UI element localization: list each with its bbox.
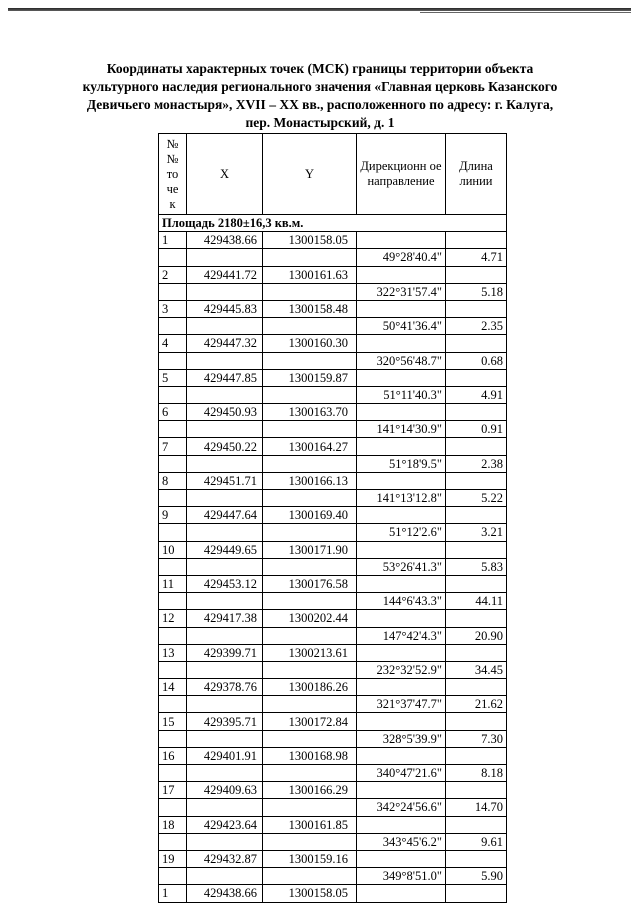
table-row xyxy=(159,266,507,283)
empty-cell xyxy=(159,730,187,747)
table-row xyxy=(159,713,507,730)
empty-cell xyxy=(357,335,446,352)
point-y: 1300158.05 xyxy=(263,232,357,249)
direction-value: 51°12'2.6" xyxy=(357,524,446,541)
point-number: 8 xyxy=(159,472,187,489)
empty-cell xyxy=(159,386,187,403)
direction-value: 53°26'41.3" xyxy=(357,558,446,575)
length-value: 20.90 xyxy=(446,627,507,644)
point-x: 429438.66 xyxy=(187,885,263,902)
point-y: 1300171.90 xyxy=(263,541,357,558)
empty-cell xyxy=(187,421,263,438)
empty-cell xyxy=(263,421,357,438)
header-direction-text: Дирекционн ое направление xyxy=(360,159,442,188)
area-cell: Площадь 2180±16,3 кв.м. xyxy=(159,215,507,232)
empty-cell xyxy=(446,507,507,524)
empty-cell xyxy=(446,300,507,317)
direction-value: 51°18'9.5" xyxy=(357,455,446,472)
table-row xyxy=(159,799,507,816)
empty-cell xyxy=(446,335,507,352)
point-y: 1300169.40 xyxy=(263,507,357,524)
direction-value: 349°8'51.0" xyxy=(357,868,446,885)
empty-cell xyxy=(263,490,357,507)
empty-cell xyxy=(446,816,507,833)
table-row xyxy=(159,661,507,678)
table-row xyxy=(159,850,507,867)
empty-cell xyxy=(187,833,263,850)
empty-cell xyxy=(357,300,446,317)
direction-value: 147°42'4.3" xyxy=(357,627,446,644)
table-row xyxy=(159,610,507,627)
direction-value: 144°6'43.3" xyxy=(357,593,446,610)
empty-cell xyxy=(187,558,263,575)
table-row xyxy=(159,300,507,317)
point-y: 1300164.27 xyxy=(263,438,357,455)
empty-cell xyxy=(357,747,446,764)
empty-cell xyxy=(446,747,507,764)
empty-cell xyxy=(159,833,187,850)
point-x: 429453.12 xyxy=(187,575,263,592)
length-value: 2.35 xyxy=(446,318,507,335)
point-y: 1300158.48 xyxy=(263,300,357,317)
empty-cell xyxy=(263,283,357,300)
empty-cell xyxy=(263,696,357,713)
empty-cell xyxy=(263,765,357,782)
point-number: 6 xyxy=(159,404,187,421)
point-x: 429401.91 xyxy=(187,747,263,764)
table-row xyxy=(159,747,507,764)
empty-cell xyxy=(263,730,357,747)
point-number: 3 xyxy=(159,300,187,317)
empty-cell xyxy=(357,885,446,902)
point-y: 1300159.16 xyxy=(263,850,357,867)
empty-cell xyxy=(159,455,187,472)
empty-cell xyxy=(357,438,446,455)
direction-value: 232°32'52.9" xyxy=(357,661,446,678)
table-row xyxy=(159,386,507,403)
empty-cell xyxy=(357,232,446,249)
point-x: 429395.71 xyxy=(187,713,263,730)
point-number: 17 xyxy=(159,782,187,799)
empty-cell xyxy=(187,524,263,541)
empty-cell xyxy=(187,765,263,782)
empty-cell xyxy=(357,850,446,867)
empty-cell xyxy=(159,490,187,507)
direction-value: 342°24'56.6" xyxy=(357,799,446,816)
title-line: Девичьего монастыря», XVII – XX вв., расположенного по адресу: г. Калуга, xyxy=(86,97,554,112)
empty-cell xyxy=(263,386,357,403)
empty-cell xyxy=(187,868,263,885)
point-y: 1300186.26 xyxy=(263,679,357,696)
empty-cell xyxy=(446,644,507,661)
table-row xyxy=(159,885,507,902)
empty-cell xyxy=(446,232,507,249)
table-row xyxy=(159,782,507,799)
table-row xyxy=(159,283,507,300)
length-value: 3.21 xyxy=(446,524,507,541)
empty-cell xyxy=(446,438,507,455)
length-value: 5.22 xyxy=(446,490,507,507)
table-header-row xyxy=(159,134,507,215)
table-row xyxy=(159,232,507,249)
table-row xyxy=(159,627,507,644)
empty-cell xyxy=(263,627,357,644)
header-x: X xyxy=(187,134,263,215)
point-number: 13 xyxy=(159,644,187,661)
table-row xyxy=(159,696,507,713)
point-x: 429399.71 xyxy=(187,644,263,661)
empty-cell xyxy=(159,249,187,266)
empty-cell xyxy=(446,266,507,283)
coordinates-table xyxy=(158,133,507,903)
empty-cell xyxy=(357,816,446,833)
empty-cell xyxy=(159,421,187,438)
table-row xyxy=(159,765,507,782)
empty-cell xyxy=(446,610,507,627)
table-row xyxy=(159,507,507,524)
empty-cell xyxy=(357,782,446,799)
empty-cell xyxy=(446,575,507,592)
point-x: 429417.38 xyxy=(187,610,263,627)
area-row xyxy=(159,215,507,232)
length-value: 21.62 xyxy=(446,696,507,713)
point-x: 429378.76 xyxy=(187,679,263,696)
point-y: 1300160.30 xyxy=(263,335,357,352)
length-value: 9.61 xyxy=(446,833,507,850)
table-row xyxy=(159,249,507,266)
table-row xyxy=(159,644,507,661)
empty-cell xyxy=(357,266,446,283)
empty-cell xyxy=(187,593,263,610)
empty-cell xyxy=(357,679,446,696)
empty-cell xyxy=(357,404,446,421)
empty-cell xyxy=(263,352,357,369)
point-x: 429447.64 xyxy=(187,507,263,524)
table-row xyxy=(159,679,507,696)
empty-cell xyxy=(187,352,263,369)
empty-cell xyxy=(446,713,507,730)
empty-cell xyxy=(187,730,263,747)
header-length xyxy=(446,134,507,215)
empty-cell xyxy=(357,472,446,489)
point-y: 1300161.63 xyxy=(263,266,357,283)
empty-cell xyxy=(357,575,446,592)
point-number: 11 xyxy=(159,575,187,592)
length-value: 0.68 xyxy=(446,352,507,369)
empty-cell xyxy=(159,352,187,369)
scan-edge-line xyxy=(8,8,631,11)
empty-cell xyxy=(159,765,187,782)
point-x: 429450.22 xyxy=(187,438,263,455)
point-number: 7 xyxy=(159,438,187,455)
table-row xyxy=(159,335,507,352)
point-number: 15 xyxy=(159,713,187,730)
length-value: 4.91 xyxy=(446,386,507,403)
table-row xyxy=(159,816,507,833)
length-value: 4.71 xyxy=(446,249,507,266)
empty-cell xyxy=(263,799,357,816)
empty-cell xyxy=(263,661,357,678)
point-number: 1 xyxy=(159,885,187,902)
empty-cell xyxy=(357,644,446,661)
direction-value: 322°31'57.4" xyxy=(357,283,446,300)
point-y: 1300202.44 xyxy=(263,610,357,627)
table-row xyxy=(159,472,507,489)
direction-value: 141°13'12.8" xyxy=(357,490,446,507)
empty-cell xyxy=(446,369,507,386)
point-x: 429441.72 xyxy=(187,266,263,283)
empty-cell xyxy=(187,661,263,678)
direction-value: 51°11'40.3" xyxy=(357,386,446,403)
table-row xyxy=(159,730,507,747)
empty-cell xyxy=(357,610,446,627)
empty-cell xyxy=(187,696,263,713)
empty-cell xyxy=(357,541,446,558)
point-y: 1300172.84 xyxy=(263,713,357,730)
empty-cell xyxy=(187,249,263,266)
table-row xyxy=(159,369,507,386)
empty-cell xyxy=(357,507,446,524)
point-x: 429423.64 xyxy=(187,816,263,833)
direction-value: 49°28'40.4" xyxy=(357,249,446,266)
point-number: 12 xyxy=(159,610,187,627)
direction-value: 50°41'36.4" xyxy=(357,318,446,335)
empty-cell xyxy=(159,318,187,335)
direction-value: 141°14'30.9" xyxy=(357,421,446,438)
point-x: 429447.32 xyxy=(187,335,263,352)
empty-cell xyxy=(263,455,357,472)
table-row xyxy=(159,421,507,438)
direction-value: 340°47'21.6" xyxy=(357,765,446,782)
point-x: 429450.93 xyxy=(187,404,263,421)
empty-cell xyxy=(159,283,187,300)
empty-cell xyxy=(159,524,187,541)
title-line: пер. Монастырский, д. 1 xyxy=(245,115,395,130)
empty-cell xyxy=(187,386,263,403)
table-row xyxy=(159,438,507,455)
length-value: 7.30 xyxy=(446,730,507,747)
header-point-number-text: № № то че к xyxy=(166,136,179,211)
length-value: 2.38 xyxy=(446,455,507,472)
empty-cell xyxy=(263,868,357,885)
point-number: 5 xyxy=(159,369,187,386)
point-number: 14 xyxy=(159,679,187,696)
empty-cell xyxy=(446,472,507,489)
title-line: Координаты характерных точек (МСК) границы территории объекта xyxy=(106,61,534,76)
empty-cell xyxy=(263,558,357,575)
point-y: 1300176.58 xyxy=(263,575,357,592)
empty-cell xyxy=(159,868,187,885)
point-x: 429447.85 xyxy=(187,369,263,386)
empty-cell xyxy=(446,850,507,867)
empty-cell xyxy=(187,490,263,507)
point-y: 1300163.70 xyxy=(263,404,357,421)
table-row xyxy=(159,352,507,369)
direction-value: 321°37'47.7" xyxy=(357,696,446,713)
point-number: 1 xyxy=(159,232,187,249)
empty-cell xyxy=(446,885,507,902)
scan-edge-line-secondary xyxy=(420,12,631,13)
point-y: 1300161.85 xyxy=(263,816,357,833)
empty-cell xyxy=(187,318,263,335)
empty-cell xyxy=(263,833,357,850)
point-y: 1300166.13 xyxy=(263,472,357,489)
length-value: 5.18 xyxy=(446,283,507,300)
empty-cell xyxy=(263,524,357,541)
table-row xyxy=(159,558,507,575)
empty-cell xyxy=(263,249,357,266)
header-point-number xyxy=(159,134,187,215)
empty-cell xyxy=(159,799,187,816)
table-row xyxy=(159,833,507,850)
table-row xyxy=(159,541,507,558)
table-row xyxy=(159,575,507,592)
point-number: 18 xyxy=(159,816,187,833)
empty-cell xyxy=(187,799,263,816)
point-number: 4 xyxy=(159,335,187,352)
point-y: 1300213.61 xyxy=(263,644,357,661)
length-value: 5.90 xyxy=(446,868,507,885)
length-value: 44.11 xyxy=(446,593,507,610)
point-y: 1300166.29 xyxy=(263,782,357,799)
length-value: 14.70 xyxy=(446,799,507,816)
point-x: 429445.83 xyxy=(187,300,263,317)
point-number: 9 xyxy=(159,507,187,524)
empty-cell xyxy=(446,782,507,799)
point-x: 429409.63 xyxy=(187,782,263,799)
empty-cell xyxy=(446,404,507,421)
empty-cell xyxy=(159,627,187,644)
direction-value: 343°45'6.2" xyxy=(357,833,446,850)
table-row xyxy=(159,404,507,421)
table-row xyxy=(159,318,507,335)
empty-cell xyxy=(159,558,187,575)
header-length-text: Длина линии xyxy=(459,159,493,188)
table-row xyxy=(159,524,507,541)
empty-cell xyxy=(159,696,187,713)
empty-cell xyxy=(263,593,357,610)
empty-cell xyxy=(187,283,263,300)
title-line: культурного наследия регионального значения «Главная церковь Казанского xyxy=(82,79,558,94)
point-x: 429449.65 xyxy=(187,541,263,558)
point-number: 19 xyxy=(159,850,187,867)
empty-cell xyxy=(187,455,263,472)
length-value: 5.83 xyxy=(446,558,507,575)
empty-cell xyxy=(263,318,357,335)
length-value: 34.45 xyxy=(446,661,507,678)
empty-cell xyxy=(159,661,187,678)
point-number: 10 xyxy=(159,541,187,558)
direction-value: 328°5'39.9" xyxy=(357,730,446,747)
table-row xyxy=(159,593,507,610)
direction-value: 320°56'48.7" xyxy=(357,352,446,369)
length-value: 0.91 xyxy=(446,421,507,438)
empty-cell xyxy=(357,369,446,386)
header-y: Y xyxy=(263,134,357,215)
empty-cell xyxy=(357,713,446,730)
point-x: 429432.87 xyxy=(187,850,263,867)
point-number: 16 xyxy=(159,747,187,764)
table-row xyxy=(159,490,507,507)
length-value: 8.18 xyxy=(446,765,507,782)
point-y: 1300159.87 xyxy=(263,369,357,386)
point-x: 429451.71 xyxy=(187,472,263,489)
table-row xyxy=(159,868,507,885)
empty-cell xyxy=(446,679,507,696)
header-direction xyxy=(357,134,446,215)
point-y: 1300168.98 xyxy=(263,747,357,764)
point-y: 1300158.05 xyxy=(263,885,357,902)
empty-cell xyxy=(187,627,263,644)
table-row xyxy=(159,455,507,472)
empty-cell xyxy=(446,541,507,558)
empty-cell xyxy=(159,593,187,610)
point-number: 2 xyxy=(159,266,187,283)
document-title xyxy=(60,60,580,132)
point-x: 429438.66 xyxy=(187,232,263,249)
